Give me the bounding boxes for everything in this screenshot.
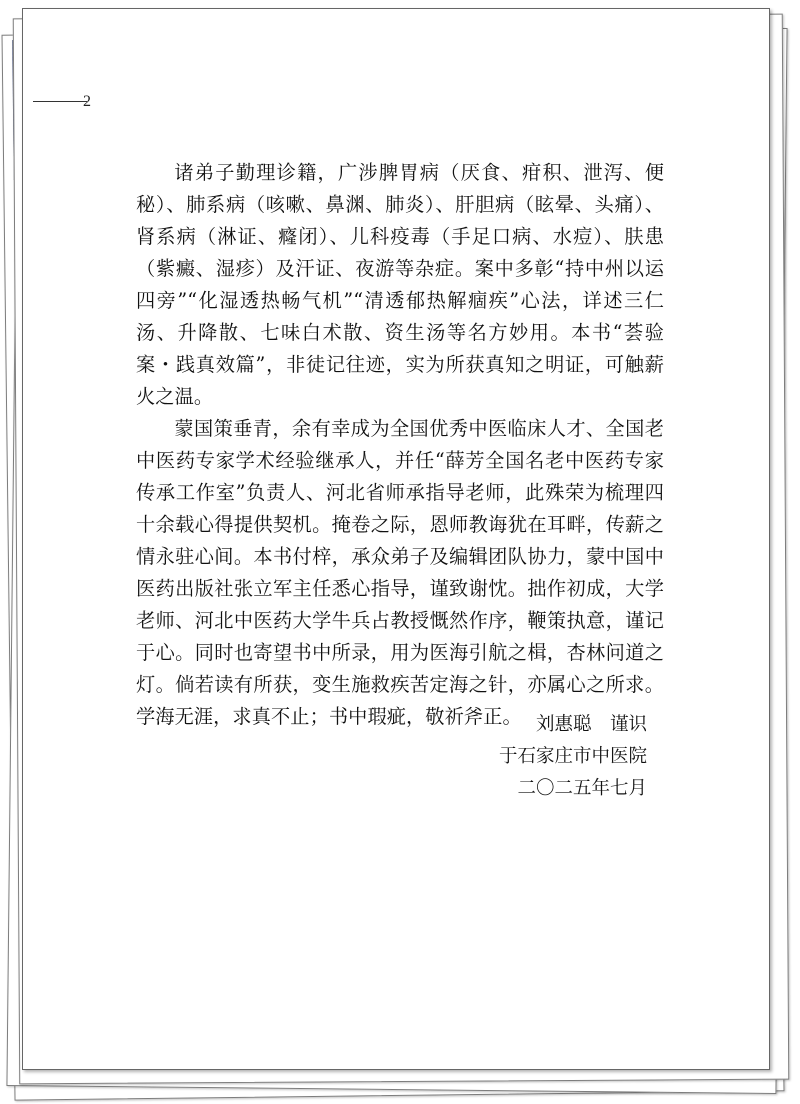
signature-block — [499, 709, 647, 805]
page-number: 2 — [83, 93, 91, 110]
document-page — [22, 8, 770, 1070]
header-rule — [33, 101, 87, 102]
paragraph: 诸弟子勤理诊籍，广涉脾胃病（厌食、疳积、泄泻、便秘）、肺系病（咳嗽、鼻渊、肺炎）、肝胆病（眩晕、头痛）、肾系病（淋证、癃闭）、儿科疫毒（手足口病、水痘）、肤患（紫癜、湿疹）及汗证、夜游等杂症。案中多彰“持中州以运四旁”“化湿透热畅气机”“清透郁热解痼疾”心法，详述三仁汤、升降散、七味白术散、资生汤等名方妙用。本书“荟验案・践真效篇”，非徒记往迹，实为所获真知之明证，可触薪火之温。 — [136, 161, 664, 408]
signature-author: 刘惠聪 谨识 — [535, 714, 647, 735]
signature-date: 二〇二五年七月 — [517, 778, 647, 799]
preface-body — [136, 157, 664, 733]
paragraph: 蒙国策垂青，余有幸成为全国优秀中医临床人才、全国老中医药专家学术经验继承人，并任“薛芳全国名老中医药专家传承工作室”负责人、河北省师承指导老师，此殊荣为梳理四十余载心得提供契机。掩卷之际，恩师教诲犹在耳畔，传薪之情永驻心间。本书付梓，承众弟子及编辑团队协力，蒙中国中医药出版社张立军主任悉心指导，谨致谢忱。拙作初成，大学老师、河北中医药大学牛兵占教授慨然作序，鞭策执意，谨记于心。同时也寄望书中所录，用为医海引航之楫，杏林问道之灯。倘若读有所获，变生施救疾苦定海之针，亦属心之所求。学海无涯，求真不止；书中瑕疵，敬祈斧正。 — [136, 417, 664, 728]
signature-place: 于石家庄市中医院 — [498, 746, 647, 767]
